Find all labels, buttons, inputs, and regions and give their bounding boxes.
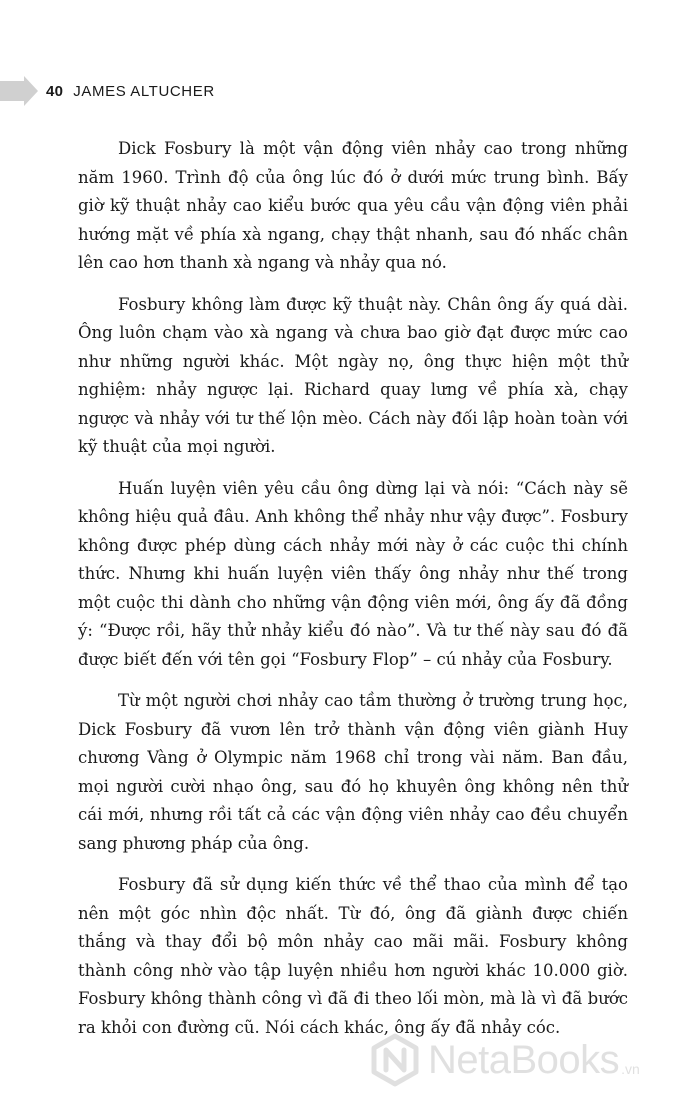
paragraph: Dick Fosbury là một vận động viên nhảy cao trong những năm 1960. Trình độ của ông lúc đó ở dưới mức trung bình. Bấy giờ kỹ thuật nhảy cao kiểu bước qua yêu cầu vận động viên phải hướng mặt về phía xà ngang, chạy thật nhanh, sau đó nhấc chân lên cao hơn thanh xà ngang và nhảy qua nó. — [78, 139, 628, 272]
paragraph: Fosbury đã sử dụng kiến thức về thể thao của mình để tạo nên một góc nhìn độc nhất. Từ đó, ông đã giành được chiến thắng và thay đổi bộ môn nhảy cao mãi mãi. Fosbury không thành công nhờ vào tập luyện nhiều hơn người khác 10.000 giờ. Fosbury không thành công vì đã đi theo lối mòn, mà là vì đã bước ra khỏi con đường cũ. Nói cách khác, ông ấy đã nhảy cóc. — [78, 875, 628, 1037]
watermark — [368, 1033, 640, 1087]
page-tab-arrow-icon — [0, 76, 40, 106]
paragraph: Từ một người chơi nhảy cao tầm thường ở trường trung học, Dick Fosbury đã vươn lên trở thành vận động viên giành Huy chương Vàng ở Olympic năm 1968 chỉ trong vài năm. Ban đầu, mọi người cười nhạo ông, sau đó họ khuyên ông không nên thử cái mới, nhưng rồi tất cả các vận động viên nhảy cao đều chuyển sang phương pháp của ông. — [78, 691, 628, 853]
page-header — [0, 76, 215, 106]
paragraph: Fosbury không làm được kỹ thuật này. Chân ông ấy quá dài. Ông luôn chạm vào xà ngang và chưa bao giờ đạt được mức cao như những người khác. Một ngày nọ, ông thực hiện một thử nghiệm: nhảy ngược lại. Richard quay lưng về phía xà, chạy ngược và nhảy với tư thế lộn mèo. Cách này đối lập hoàn toàn với kỹ thuật của mọi người. — [78, 294, 628, 456]
running-head: JAMES ALTUCHER — [73, 82, 215, 100]
watermark-text: NetaBooks — [428, 1037, 620, 1082]
netabooks-logo-icon — [368, 1033, 422, 1087]
paragraph: Huấn luyện viên yêu cầu ông dừng lại và nói: “Cách này sẽ không hiệu quả đâu. Anh không thể nhảy như vậy được”. Fosbury không được phép dùng cách nhảy mới này ở các cuộc thi chính thức. Nhưng khi huấn luyện viên thấy ông nhảy như thế trong một cuộc thi dành cho những vận động viên mới, ông ấy đã đồng ý: “Được rồi, hãy thử nhảy kiểu đó nào”. Và tư thế này sau đó đã được biết đến với tên gọi “Fosbury Flop” – cú nhảy của Fosbury. — [78, 478, 628, 669]
page-number: 40 — [46, 82, 64, 100]
body-text — [78, 135, 628, 1055]
watermark-suffix: .vn — [621, 1061, 640, 1077]
